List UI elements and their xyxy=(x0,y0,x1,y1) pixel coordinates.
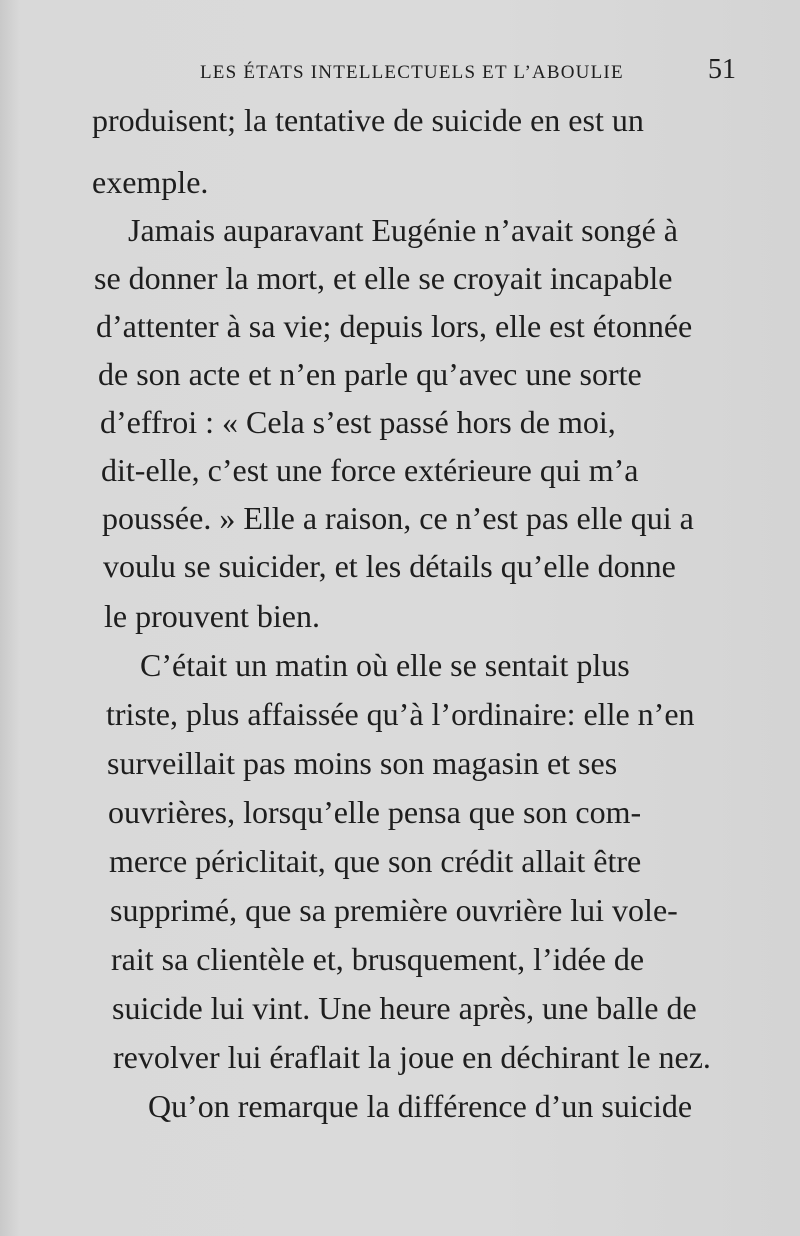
text-line: se donner la mort, et elle se croyait incapable xyxy=(94,260,673,296)
text-line: Qu’on remarque la différence d’un suicide xyxy=(148,1088,693,1124)
text-line: revolver lui éraflait la joue en déchirant le nez. xyxy=(113,1039,711,1075)
text-line: supprimé, que sa première ouvrière lui vole- xyxy=(110,892,678,928)
text-line: merce périclitait, que son crédit allait être xyxy=(109,843,642,879)
text-line: poussée. » Elle a raison, ce n’est pas elle qui a xyxy=(102,500,694,536)
text-line: exemple. xyxy=(92,164,209,200)
text-line: dit-elle, c’est une force extérieure qui m’a xyxy=(101,452,639,488)
text-line: Jamais auparavant Eugénie n’avait songé à xyxy=(128,212,678,248)
text-line: C’était un matin où elle se sentait plus xyxy=(140,647,630,683)
text-line: produisent; la tentative de suicide en est un xyxy=(92,102,644,138)
text-line: suicide lui vint. Une heure après, une balle de xyxy=(112,990,697,1026)
text-line: le prouvent bien. xyxy=(104,598,320,634)
text-line: triste, plus affaissée qu’à l’ordinaire: elle n’en xyxy=(106,696,695,732)
text-line: de son acte et n’en parle qu’avec une sorte xyxy=(98,356,642,392)
running-title: LES ÉTATS INTELLECTUELS ET L’ABOULIE xyxy=(200,62,624,83)
text-line: d’attenter à sa vie; depuis lors, elle est étonnée xyxy=(96,308,693,344)
page-number: 51 xyxy=(708,54,736,85)
text-line: voulu se suicider, et les détails qu’elle donne xyxy=(103,548,676,584)
text-line: d’effroi : « Cela s’est passé hors de moi, xyxy=(100,404,616,440)
text-line: surveillait pas moins son magasin et ses xyxy=(107,745,618,781)
page-header xyxy=(0,52,800,92)
text-line: ouvrières, lorsqu’elle pensa que son com- xyxy=(108,794,642,830)
text-line: rait sa clientèle et, brusquement, l’idée de xyxy=(111,941,645,977)
